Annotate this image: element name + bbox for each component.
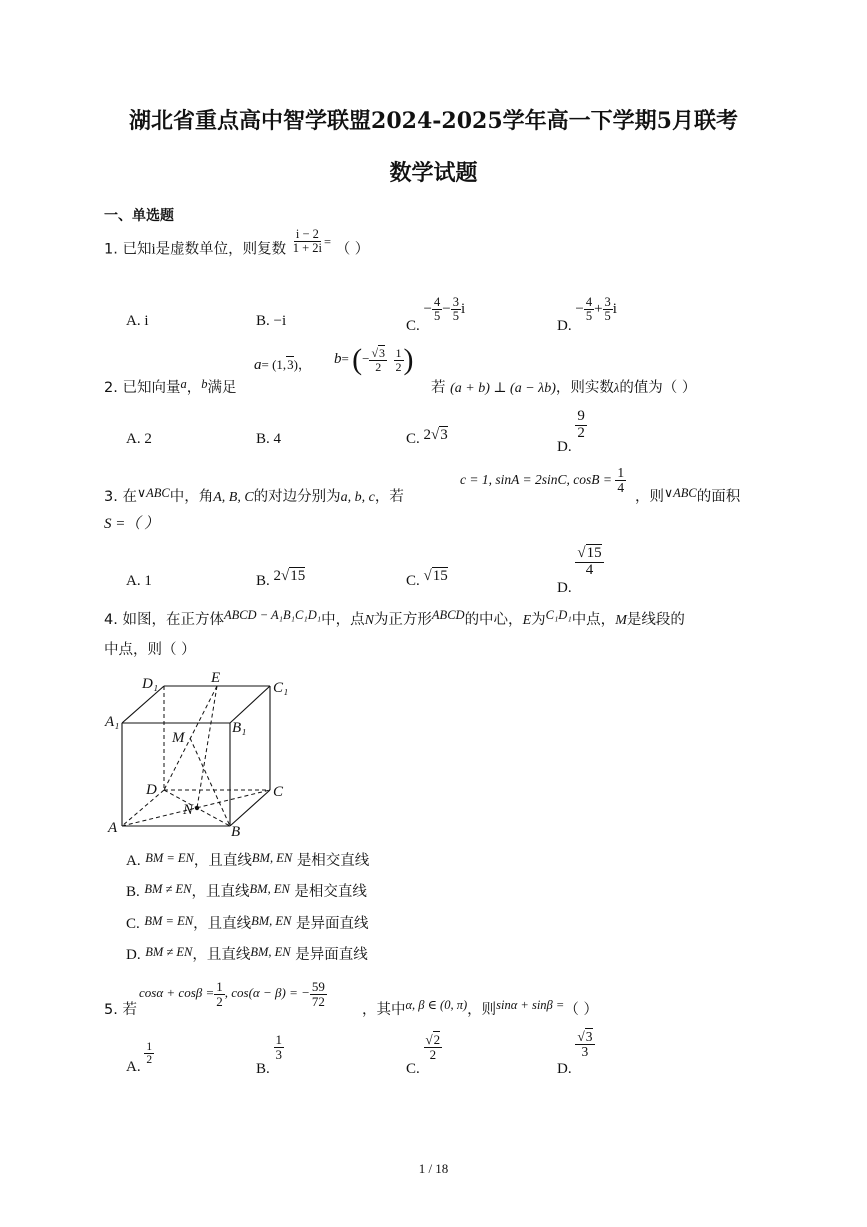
question-4: 4. 如图，在正方体ABCD − A₁B₁C₁D₁中，点N为正方形ABCD的中心，E为C₁D₁中点，M是线段的	[104, 608, 685, 628]
q3-line2: S =（ ）	[104, 516, 160, 532]
q3-triangle: ∨ABC	[136, 486, 170, 500]
q2-stem: 已知向量	[122, 380, 181, 396]
q4-option-b[interactable]: B. BM ≠ EN，且直线BM, EN 是相交直线	[126, 882, 367, 900]
q1-equals: =	[324, 234, 332, 249]
question-1	[104, 227, 370, 263]
label-a1: A₁	[105, 714, 120, 730]
q2-option-d[interactable]: D. $\frac{9}{2}$	[557, 408, 585, 455]
q2-stem-b: 满足	[207, 380, 237, 396]
option-text: i	[144, 313, 149, 329]
q2-condition	[431, 376, 696, 397]
q5-option-d[interactable]: D. $\frac{√3}{3}$	[557, 1029, 593, 1078]
label-e: E	[211, 670, 221, 686]
q2-lambda: λ	[613, 381, 620, 395]
label-b1: B₁	[232, 720, 247, 736]
option-sign: −	[575, 301, 584, 318]
q3-condition: c = 1, sinA = 2sinC, cosB = $\frac{1}{4}$	[460, 465, 625, 496]
q4-option-c[interactable]: C. BM = EN，且直线BM, EN 是异面直线	[126, 914, 369, 932]
page-subtitle: 数学试题	[389, 160, 478, 186]
q1-frac-den: 1 + 2i	[292, 241, 323, 256]
q2-option-a[interactable]: A. 2	[126, 431, 152, 447]
option-letter: A.	[126, 313, 141, 329]
q5-condition: cosα + cosβ = $\frac{1}{2}$ , cos(α − β) = − $\frac{59}{72}$	[139, 979, 325, 1009]
q1-paren: （ ）	[335, 241, 370, 258]
q4-line2: 中点，则（ ）	[104, 642, 196, 658]
sqrt: 3	[287, 357, 294, 372]
q1-option-a[interactable]	[126, 313, 149, 330]
label-d1: D₁	[142, 676, 159, 692]
option-tail: i	[460, 301, 466, 318]
q4-option-d[interactable]: D. BM ≠ EN，且直线BM, EN 是异面直线	[126, 945, 368, 963]
vector-b: b	[201, 377, 208, 391]
option-frac: $\frac{3}{5}$	[604, 295, 611, 324]
question-3: 3. 在∨ABC中，角A, B, C的对边分别为a, b, c，若	[104, 486, 404, 505]
label-d: D	[146, 782, 157, 798]
label-a: A	[108, 820, 118, 836]
q2-perp-expr: (a + b) ⊥ (a − λb)	[450, 381, 556, 396]
q5-stem: ，其中α, β ∈ (0, π)，则sinα + sinβ =（ ）	[362, 998, 598, 1018]
label-m: M	[172, 730, 185, 746]
q2-number: 2.	[104, 380, 118, 396]
label-c1: C₁	[273, 680, 289, 696]
q2-vector-a-def: a= (1,3)，	[254, 357, 312, 373]
q2-option-c[interactable]: C. 2√3	[406, 427, 448, 447]
q2-vector-b-def: b= (− $\frac{√3}{2}$ $\frac{1}{2}$ )	[334, 343, 414, 376]
vector-a: a	[180, 377, 187, 391]
q5-option-a[interactable]: A. $\frac{1}{2}$	[126, 1041, 153, 1075]
option-frac: $\frac{4}{5}$	[433, 295, 441, 324]
q2-ruo: 若	[431, 380, 446, 396]
question-2	[104, 376, 236, 397]
q3-option-d[interactable]: D. $\frac{√15}{4}$	[557, 545, 602, 596]
q1-imag-unit: i	[151, 241, 156, 258]
q1-number: 1.	[104, 241, 118, 258]
section-heading: 一、单选题	[104, 208, 174, 224]
q1-frac-num: i − 2	[295, 227, 319, 241]
q1-option-d[interactable]	[557, 295, 617, 335]
q3-option-b[interactable]: B. 2√15	[256, 568, 306, 589]
q5-option-b[interactable]: B. $\frac{1}{3}$	[256, 1032, 283, 1077]
option-sign: −	[423, 301, 432, 318]
option-frac: $\frac{3}{5}$	[452, 295, 459, 324]
q3-number: 3.	[104, 489, 118, 505]
q3-option-a[interactable]: A. 1	[126, 573, 152, 589]
q1-option-b[interactable]	[256, 313, 286, 330]
label-n: N	[183, 802, 194, 818]
q4-option-a[interactable]: A. BM = EN，且直线BM, EN 是相交直线	[126, 851, 370, 869]
option-letter: B.	[256, 313, 270, 329]
option-text: −i	[273, 313, 287, 329]
q3-stem-tail: ，则∨ABC的面积	[635, 486, 741, 505]
option-op: +	[594, 301, 603, 318]
page-title: 湖北省重点高中智学联盟2024-2025学年高一下学期5月联考	[129, 108, 738, 134]
q5-option-c[interactable]: C. $\frac{√2}{2}$	[406, 1032, 441, 1077]
q1-stem-b: 是虚数单位，则复数	[155, 241, 287, 258]
label-c: C	[273, 784, 284, 800]
option-frac: $\frac{4}{5}$	[585, 295, 593, 324]
q4-cube-name: ABCD − A₁B₁C₁D₁	[223, 608, 322, 622]
option-letter: D.	[557, 318, 572, 335]
q2-sep: ，	[186, 380, 202, 396]
option-op: −	[442, 301, 451, 318]
q1-option-c[interactable]	[406, 295, 466, 335]
question-5-number: 5. 若	[104, 1002, 137, 1018]
label-b: B	[231, 824, 241, 840]
q3-stem: 在	[122, 489, 137, 505]
q3-option-c[interactable]: C. √15	[406, 568, 448, 589]
page-number: 1 / 18	[418, 1161, 449, 1176]
q1-stem: 已知	[122, 241, 152, 258]
q2-option-b[interactable]: B. 4	[256, 431, 282, 447]
option-tail: i	[612, 301, 617, 318]
q2-stem-c: ，则实数	[555, 380, 614, 396]
q1-fraction	[291, 228, 324, 255]
q2-stem-d: 的值为（ ）	[619, 380, 697, 396]
option-letter: C.	[406, 318, 420, 335]
cube-diagram	[100, 668, 300, 843]
